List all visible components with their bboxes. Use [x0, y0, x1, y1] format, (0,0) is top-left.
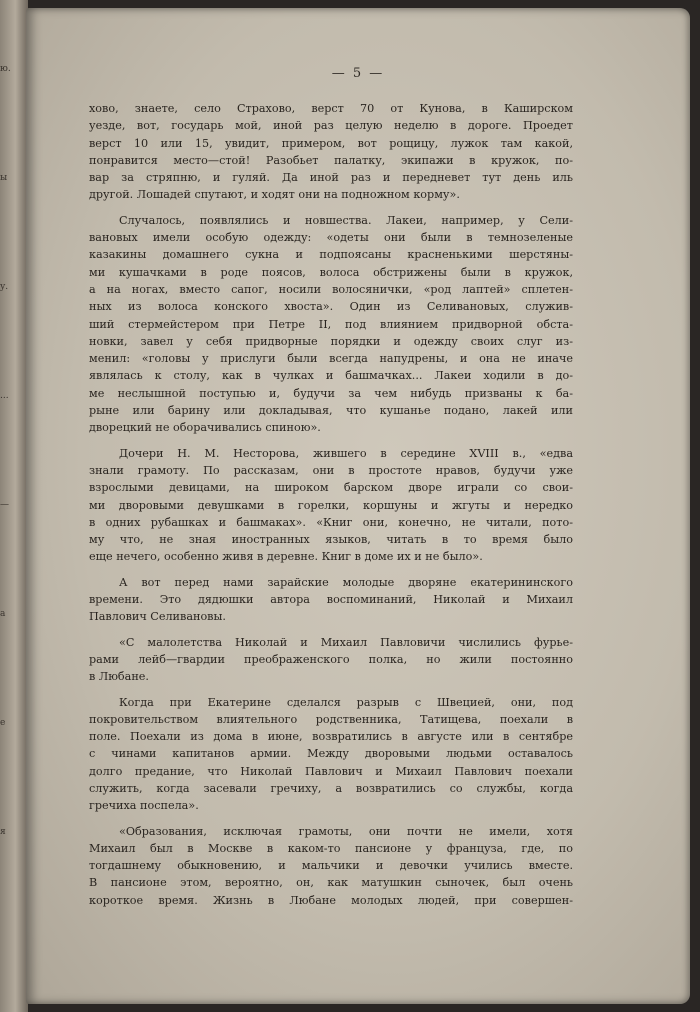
text-line: гречиха поспела». — [89, 799, 199, 813]
text-line: му что, не зная иностранных языков, читать в то время было — [89, 533, 573, 547]
page-text — [89, 100, 573, 909]
text-line: рыне или барину или докладывая, что кушанье подано, лакей или — [89, 404, 573, 418]
text-line: покровительством влиятельного родственника, Татищева, поехали в — [89, 712, 573, 726]
previous-page-edge — [0, 0, 26, 1012]
paragraph-gap — [89, 566, 573, 574]
paragraph-gap — [89, 686, 573, 694]
text-line: короткое время. Жизнь в Любане молодых людей, при совершен- — [89, 893, 573, 907]
text-line: «Образования, исключая грамоты, они почти не имели, хотя — [119, 824, 573, 838]
text-line: служить, когда засевали гречиху, а возвратились со службы, когда — [89, 781, 573, 795]
book-page — [26, 8, 690, 1004]
text-line: Когда при Екатерине сделался разрыв с Швецией, они, под — [119, 695, 573, 709]
prev-page-fragment: я — [0, 827, 6, 837]
text-line: уезде, вот, государь мой, иной раз целую неделю в дороге. Проедет — [89, 119, 573, 133]
text-line: ных из волоса конского хвоста». Один из Селивановых, служив- — [89, 300, 573, 314]
text-line: в Любане. — [89, 670, 149, 684]
text-line: другой. Лошадей спутают, и ходят они на подножном корму». — [89, 188, 460, 202]
text-line: «С малолетства Николай и Михаил Павловичи числились фурье- — [119, 635, 573, 649]
text-line: с чинами капитанов армии. Между дворовыми людьми оставалось — [89, 747, 573, 761]
text-line: дворецкий не оборачивались спиною». — [89, 421, 321, 435]
text-line: в одних рубашках и башмаках». «Книг они, конечно, не читали, пото- — [89, 515, 573, 529]
prev-page-fragment: а — [0, 609, 6, 619]
text-line: времени. Это дядюшки автора воспоминаний, Николай и Михаил — [89, 593, 573, 607]
text-line: Случалось, появлялись и новшества. Лакеи, например, у Сели- — [119, 213, 573, 227]
prev-page-fragment: ы — [0, 173, 8, 183]
text-line: взрослыми девицами, на широком барском дворе играли со свои- — [89, 481, 573, 495]
prev-page-fragment: — — [0, 500, 9, 510]
text-line: Павлович Селивановы. — [89, 610, 226, 624]
text-line: знали грамоту. По рассказам, они в простоте нравов, будучи уже — [89, 463, 573, 477]
text-line: новки, завел у себя придворные порядки и одежду своих слуг из- — [89, 334, 573, 348]
text-line: В пансионе этом, вероятно, он, как матушкин сыночек, был очень — [89, 876, 573, 890]
text-line: менил: «головы у прислуги были всегда напудрены, и она не иначе — [89, 352, 573, 366]
paragraph-gap — [89, 437, 573, 445]
text-line: еще нечего, особенно живя в деревне. Книг в доме их и не было». — [89, 550, 483, 564]
prev-page-fragment: у. — [0, 282, 9, 292]
text-line: поле. Поехали из дома в июне, возвратились в августе или в сентябре — [89, 730, 573, 744]
text-line: Михаил был в Москве в каком-то пансионе у француза, где, по — [89, 841, 573, 855]
text-line: рами лейб—гвардии преображенского полка, но жили постоянно — [89, 652, 573, 666]
text-line: являлась к столу, как в чулках и башмачках... Лакеи ходили в до- — [89, 369, 573, 383]
text-line: ми кушачками в роде поясов, волоса обстрижены были в кружок, — [89, 265, 573, 279]
prev-page-fragment: ю. — [0, 64, 11, 74]
paragraph-gap — [89, 815, 573, 823]
paragraph-gap — [89, 204, 573, 212]
text-line: долго предание, что Николай Павлович и Михаил Павлович поехали — [89, 764, 573, 778]
text-line: ший стермейстером при Петре II, под влиянием придворной обста- — [89, 317, 573, 331]
text-line: верст 10 или 15, увидит, примером, вот рощицу, лужок там какой, — [89, 136, 573, 150]
text-line: ме неслышной поступью и, будучи за чем нибудь призваны к ба- — [89, 386, 573, 400]
text-line: казакины домашнего сукна и подпоясаны красненькими шерстяны- — [89, 248, 573, 262]
text-line: А вот перед нами зарайские молодые дворяне екатерининского — [119, 575, 573, 589]
text-line: вар за стряпню, и гуляй. Да иной раз и передневет тут день иль — [89, 171, 573, 185]
prev-page-fragment: е — [0, 718, 6, 728]
paragraph-gap — [89, 626, 573, 634]
text-line: тогдашнему обыкновению, и мальчики и девочки учились вместе. — [89, 859, 573, 873]
page-number: — 5 — — [331, 66, 385, 81]
text-line: понравится место—стой! Разобьет палатку, экипажи в кружок, по- — [89, 153, 573, 167]
text-line: хово, знаете, село Страхово, верст 70 от Кунова, в Каширском — [89, 102, 573, 115]
text-line: Дочери Н. М. Несторова, жившего в середине XVIII в., «едва — [119, 446, 573, 460]
prev-page-fragment: ... — [0, 391, 9, 401]
text-line: ми дворовыми девушками в горелки, коршуны и жгуты и нередко — [89, 498, 573, 512]
text-line: а на ногах, вместо сапог, носили волосянички, «род лаптей» сплетен- — [89, 282, 573, 296]
text-line: вановых имели особую одежду: «одеты они были в темнозеленые — [89, 231, 573, 245]
